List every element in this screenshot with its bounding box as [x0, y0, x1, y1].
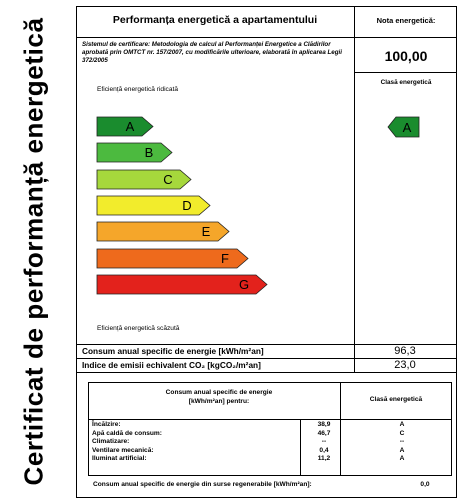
energy-class-letter: E	[201, 224, 211, 240]
low-efficiency-label: Eficiență energetică scăzută	[97, 325, 180, 332]
energy-class-bar-f	[96, 248, 250, 269]
energy-class-bar-d	[96, 195, 212, 216]
row-name: Climatizare:	[92, 438, 130, 446]
row-class: C	[399, 429, 405, 437]
table-header-class: Clasă energetică	[369, 396, 423, 403]
divider	[88, 419, 452, 420]
energy-note-value: 100,00	[384, 48, 428, 64]
current-class-arrow	[387, 116, 421, 138]
energy-class-bar-b	[96, 142, 174, 163]
annual-consumption-label: Consum anual specific de energie [kWh/m²an]	[82, 346, 264, 356]
row-name: Ventilare mecanică:	[92, 446, 154, 454]
energy-class-letter: G	[238, 276, 250, 292]
methodology-text: Sistemul de certificare: Metodologia de calcul al Performanței Energetice a Clădirilor aprobată prin OMTCT nr. 157/2007, cu modificările ulterioare, elaborată în aplicarea Legii 372/2005	[82, 41, 342, 64]
current-class-letter: A	[402, 120, 412, 135]
row-value: 0,4	[319, 446, 329, 454]
row-value: 38,9	[317, 421, 331, 428]
energy-class-letter: D	[182, 197, 192, 213]
energy-class-bar-g	[96, 274, 269, 295]
renewable-consumption-value: 0,0	[420, 481, 430, 488]
co2-index-value: 23,0	[394, 359, 416, 371]
row-class: A	[399, 446, 405, 454]
divider	[354, 7, 355, 344]
section-title: Performanța energetică a apartamentului	[112, 14, 318, 26]
row-name: Apă caldă de consum:	[92, 429, 162, 437]
energy-class-letter: F	[221, 250, 229, 266]
divider	[77, 372, 457, 373]
note-label: Nota energetică:	[376, 16, 436, 25]
divider	[355, 72, 457, 73]
row-value: 11,2	[317, 455, 331, 463]
divider	[354, 344, 355, 372]
current-class-indicator	[387, 116, 421, 138]
energy-class-letter: C	[163, 171, 173, 187]
energy-class-letter: A	[125, 119, 135, 134]
table-header-consumption: Consum anual specific de energie [kWh/m²an] pentru:	[165, 389, 273, 405]
energy-class-bar-c	[96, 169, 193, 190]
row-class: A	[399, 455, 405, 463]
divider	[77, 37, 457, 38]
table-row	[92, 455, 450, 464]
high-efficiency-label: Eficiență energetică ridicată	[97, 86, 179, 93]
row-name: Iluminat artificial:	[92, 455, 147, 463]
co2-index-label: Indice de emisii echivalent CO₂ [kgCO₂/m²an]	[82, 360, 261, 370]
renewable-consumption-label: Consum anual specific de energie din surse regenerabile [kWh/m²an]:	[93, 481, 312, 488]
energy-scale	[96, 116, 276, 316]
row-name: Încălzire:	[92, 421, 121, 428]
energy-class-label: Clasă energetică	[380, 79, 432, 86]
energy-class-bar-e	[96, 221, 231, 242]
certificate-side-title: Certificat de performanță energetică	[18, 16, 49, 486]
row-value: 46,7	[317, 429, 331, 437]
energy-class-letter: B	[144, 145, 154, 161]
energy-class-bar-a	[96, 116, 155, 137]
row-class: A	[399, 421, 405, 428]
row-class: --	[399, 438, 405, 446]
row-value: --	[321, 438, 327, 446]
annual-consumption-value: 96,3	[394, 345, 416, 357]
table-body	[92, 421, 450, 473]
